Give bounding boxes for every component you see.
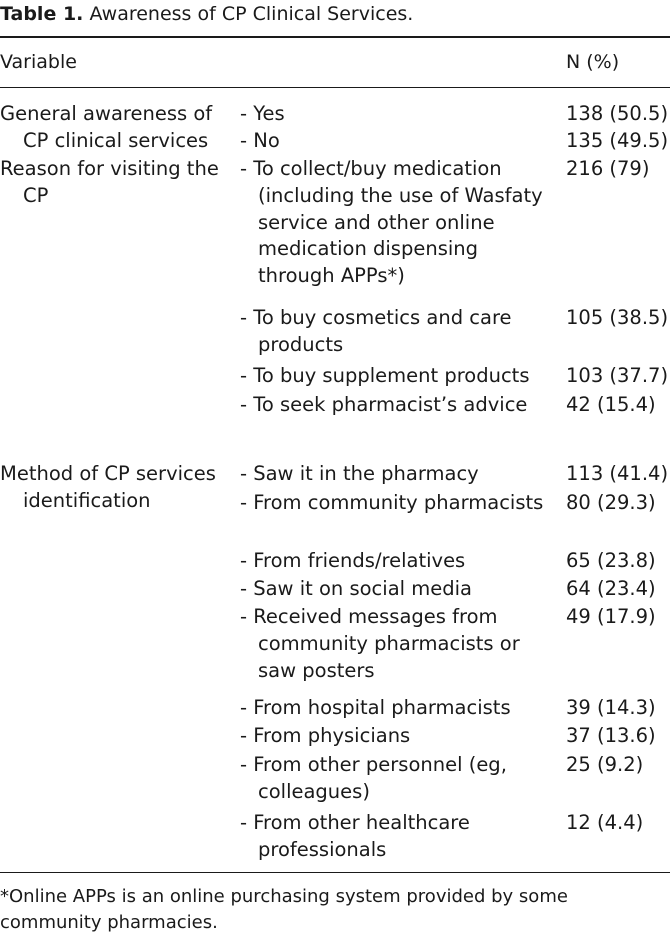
count-cell: 49 (17.9) [566,605,656,628]
response-cell: - To buy cosmetics and care products [240,306,512,356]
top-rule [0,36,670,38]
response-cell: - From community pharmacists [240,491,544,514]
header-count: N (%) [566,51,620,73]
header-variable: Variable [0,51,77,73]
count-cell: 113 (41.4) [566,462,669,485]
count-cell: 216 (79) [566,157,650,180]
table-caption [0,2,413,26]
count-cell: 25 (9.2) [566,753,644,776]
response-cell: - No [240,129,280,152]
response-cell: - Saw it in the pharmacy [240,462,479,485]
count-cell: 12 (4.4) [566,811,644,834]
variable-cell: Reason for visiting the CP [0,157,219,207]
response-cell: - Received messages from community pharmacists or saw posters [240,605,520,682]
response-cell: - To seek pharmacist’s advice [240,393,528,416]
response-cell: - Yes [240,102,285,125]
count-cell: 103 (37.7) [566,364,669,387]
count-cell: 80 (29.3) [566,491,656,514]
response-cell: - From other personnel (eg, colleagues) [240,753,507,803]
variable-cell: General awareness of CP clinical services [0,102,213,152]
count-cell: 39 (14.3) [566,696,656,719]
bottom-rule [0,872,670,873]
count-cell: 135 (49.5) [566,129,669,152]
count-cell: 64 (23.4) [566,577,656,600]
table-title: Awareness of CP Clinical Services. [89,3,414,25]
variable-cell: Method of CP services identification [0,462,216,512]
response-cell: - Saw it on social media [240,577,472,600]
count-cell: 37 (13.6) [566,724,656,747]
response-cell: - From friends/relatives [240,549,466,572]
response-cell: - To buy supplement products [240,364,530,387]
table-label: Table 1. [0,3,84,25]
response-cell: - From other healthcare professionals [240,811,470,861]
response-cell: - From physicians [240,724,411,747]
response-cell: - From hospital pharmacists [240,696,511,719]
response-cell: - To collect/buy medication (including the use of Wasfaty service and other online medication dispensing through APPs*) [240,157,543,288]
header-rule [0,87,670,88]
count-cell: 42 (15.4) [566,393,656,416]
table-footnote: *Online APPs is an online purchasing system provided by some community pharmacies. [0,886,568,933]
count-cell: 65 (23.8) [566,549,656,572]
count-cell: 138 (50.5) [566,102,669,125]
count-cell: 105 (38.5) [566,306,669,329]
